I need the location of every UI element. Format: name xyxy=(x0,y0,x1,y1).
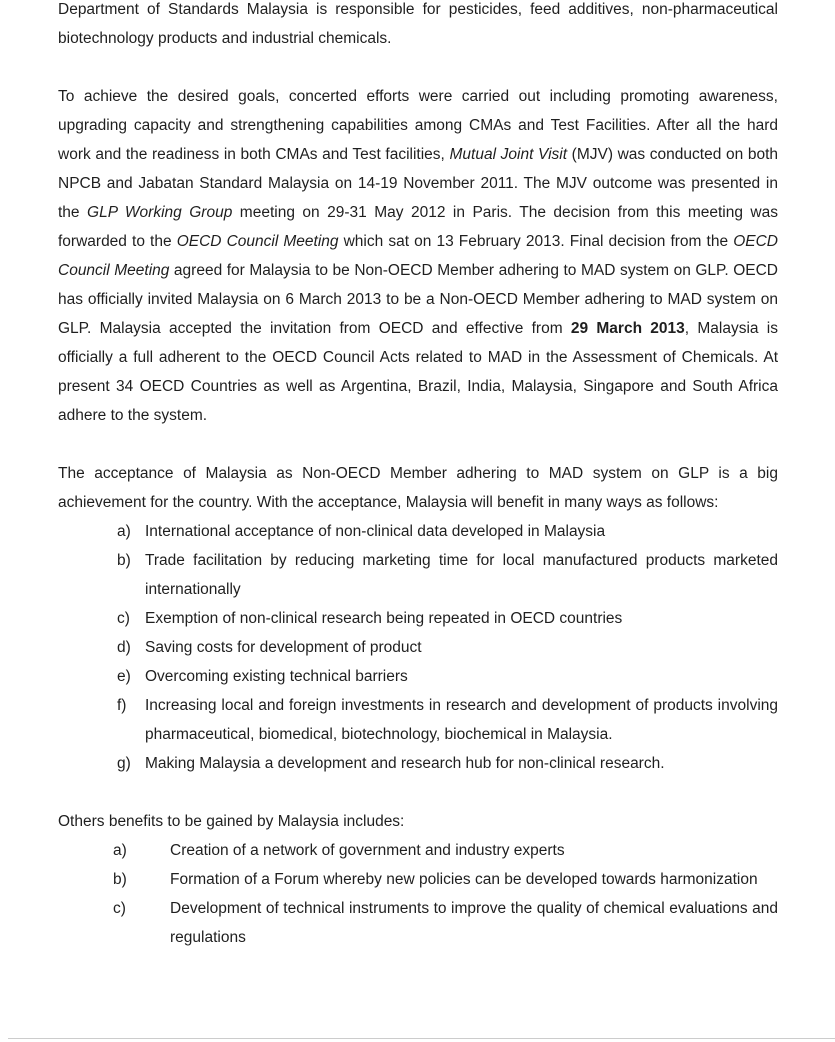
paragraph-acceptance-benefits-intro xyxy=(58,459,778,517)
list-item-text: Creation of a network of government and industry experts xyxy=(170,842,565,859)
list-item-text: Saving costs for development of product xyxy=(145,639,422,656)
list-item xyxy=(58,662,778,691)
benefits-list xyxy=(58,517,778,778)
list-item xyxy=(58,633,778,662)
paragraph-others-intro: Others benefits to be gained by Malaysia includes: xyxy=(58,813,405,830)
list-item xyxy=(58,517,778,546)
list-item-text: International acceptance of non-clinical data developed in Malaysia xyxy=(145,523,606,540)
list-marker: a) xyxy=(113,842,127,859)
text-run: Department of Standards Malaysia is responsible for pesticides, feed additives, non-pharmaceutical biotechnology products and industrial chemicals. xyxy=(58,1,778,47)
list-item xyxy=(58,894,778,952)
text-run: which sat on 13 February 2013. Final decision from the xyxy=(338,233,734,250)
list-marker: g) xyxy=(117,755,131,772)
list-item-text: Exemption of non-clinical research being repeated in OECD countries xyxy=(145,610,623,627)
list-item-text: Making Malaysia a development and research hub for non-clinical research. xyxy=(145,755,665,772)
text-run-italic: GLP Working Group xyxy=(87,204,233,221)
document-body xyxy=(58,0,778,952)
text-run: To achieve the desired goals, concerted efforts were carried out including promoting awareness, upgrading capacity and strengthening capabilities among CMAs and Test Facilities. After all the hard work and the readiness in both CMAs and Test facilities, xyxy=(58,88,778,163)
text-run-bold: 29 March 2013 xyxy=(570,320,685,337)
list-marker: c) xyxy=(117,610,130,627)
page-bottom-rule xyxy=(8,1038,835,1039)
list-marker: d) xyxy=(117,639,131,656)
paragraph-responsibility xyxy=(58,0,778,53)
list-item xyxy=(58,691,778,749)
list-item-text: Formation of a Forum whereby new policies can be developed towards harmonization xyxy=(170,871,758,888)
list-item-text: Increasing local and foreign investments in research and development of products involving pharmaceutical, biomedical, biotechnology, biochemical in Malaysia. xyxy=(145,697,778,743)
list-marker: f) xyxy=(117,697,127,714)
list-marker: c) xyxy=(113,900,126,917)
text-run: (MJV) was conducted on both NPCB and Jabatan Standard Malaysia on 14-19 November 2011. The MJV outcome was presented in the xyxy=(58,146,778,221)
text-run: , Malaysia is officially a full adherent to the OECD Council Acts related to MAD in the Assessment of Chemicals. At present 34 OECD Countries as well as Argentina, Brazil, India, Malaysia, Singapore and South Africa adhere to the system. xyxy=(58,320,778,424)
list-item xyxy=(58,836,778,865)
list-item-text: Trade facilitation by reducing marketing time for local manufactured products marketed internationally xyxy=(145,552,778,598)
text-run-italic: OECD Council Meeting xyxy=(58,233,778,279)
paragraph-adherence-history xyxy=(58,82,778,430)
list-item xyxy=(58,865,778,894)
list-item xyxy=(58,604,778,633)
text-run: agreed for Malaysia to be Non-OECD Member adhering to MAD system on GLP. OECD has officially invited Malaysia on 6 March 2013 to be a Non-OECD Member adhering to MAD system on GLP. Malaysia accepted the invitation from OECD and effective from xyxy=(58,262,778,337)
text-run-italic: OECD Council Meeting xyxy=(176,233,339,250)
list-marker: e) xyxy=(117,668,131,685)
list-item xyxy=(58,749,778,778)
list-item-text: Development of technical instruments to improve the quality of chemical evaluations and regulations xyxy=(170,900,778,946)
list-item-text: Overcoming existing technical barriers xyxy=(145,668,408,685)
list-item xyxy=(58,546,778,604)
list-marker: b) xyxy=(117,552,131,569)
text-run: meeting on 29-31 May 2012 in Paris. The decision from this meeting was forwarded to the xyxy=(58,204,778,250)
text-run: The acceptance of Malaysia as Non-OECD Member adhering to MAD system on GLP is a big achievement for the country. With the acceptance, Malaysia will benefit in many ways as follows: xyxy=(58,465,778,511)
list-marker: b) xyxy=(113,871,127,888)
others-benefits-list xyxy=(58,836,778,952)
list-marker: a) xyxy=(117,523,131,540)
text-run-italic: Mutual Joint Visit xyxy=(449,146,568,163)
